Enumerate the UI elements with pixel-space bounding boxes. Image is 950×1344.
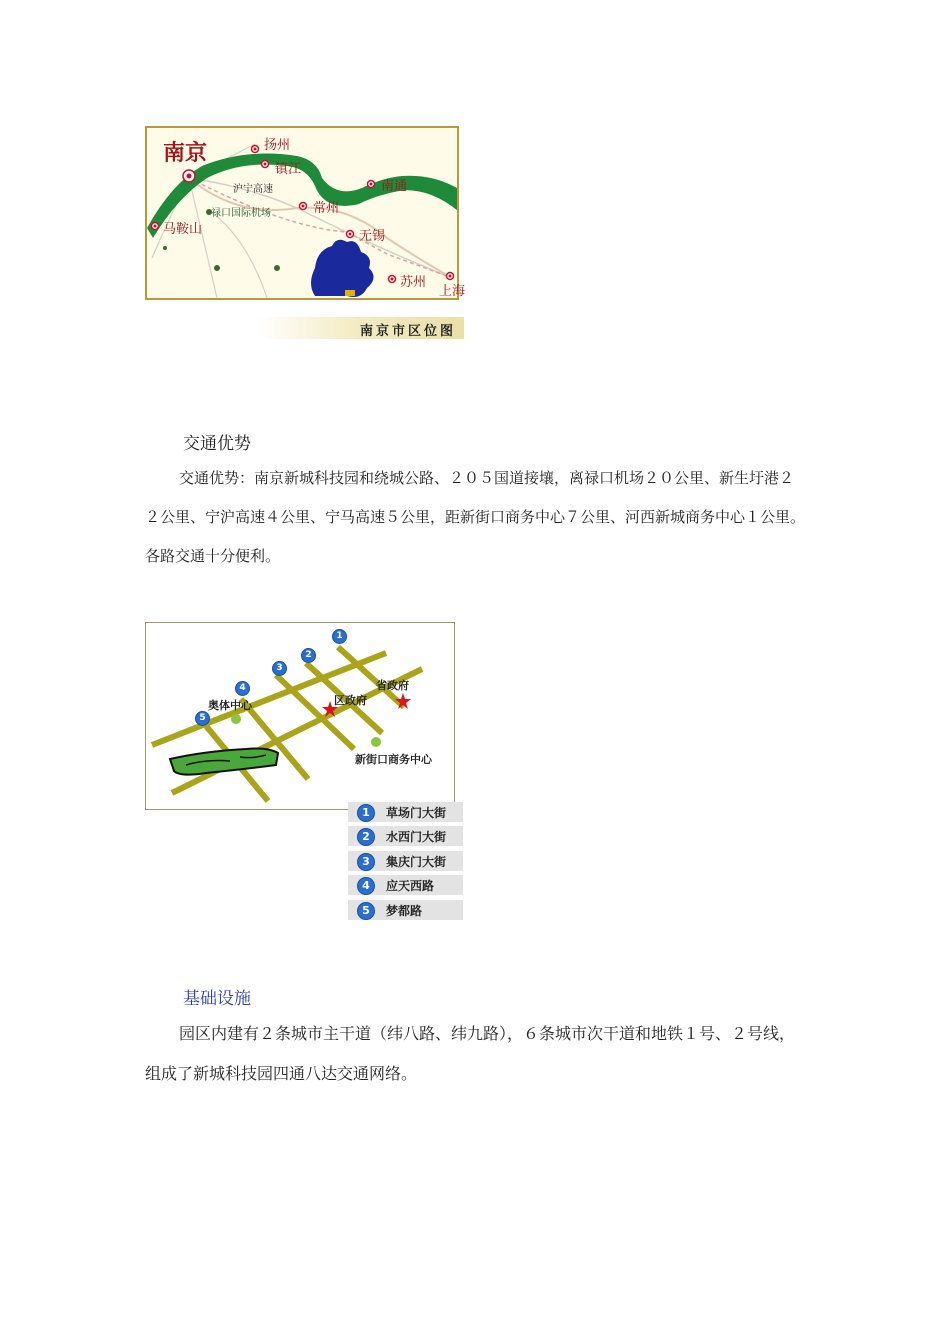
sports-center-label: 奥体中心 — [208, 699, 252, 712]
city-label-wuxi: 无锡 — [359, 229, 386, 244]
legend-label: 应天西路 — [386, 879, 435, 893]
district-gov-label: 区政府 — [334, 694, 367, 707]
xinjiekou-label: 新街口商务中心 — [355, 753, 432, 766]
road-badge-1: 1 — [332, 629, 347, 644]
legend-label: 草场门大街 — [386, 806, 447, 820]
city-label-suzhou: 苏州 — [400, 275, 427, 290]
infrastructure-paragraph: 园区内建有２条城市主干道（纬八路、纬九路），６条城市次干道和地铁１号、２号线，组成了新城科技园四通八达交通网络。 — [145, 1024, 796, 1083]
road-badge-5: 5 — [195, 711, 210, 726]
legend-item-4 — [348, 875, 463, 895]
city-label-maanshan: 马鞍山 — [163, 222, 203, 237]
legend-item-3 — [348, 851, 463, 871]
legend-number: 3 — [357, 853, 375, 871]
province-gov-label: 省政府 — [376, 679, 409, 692]
legend-label: 集庆门大街 — [386, 855, 447, 869]
city-label-nanjing: 南京 — [163, 141, 208, 166]
road-badge-2: 2 — [301, 648, 316, 663]
road-badge-3: 3 — [272, 661, 287, 676]
road-network-graphic — [146, 623, 454, 809]
map-caption — [258, 317, 464, 339]
map-caption-text: 南京市区位图 — [359, 324, 456, 339]
legend-number: 2 — [357, 828, 375, 846]
legend-label: 水西门大街 — [386, 830, 447, 844]
section-heading-infrastructure: 基础设施 — [183, 989, 251, 1009]
city-label-yangzhou: 扬州 — [264, 138, 291, 153]
legend-item-1 — [348, 802, 463, 822]
road-badge-4: 4 — [235, 681, 250, 696]
legend-label: 梦都路 — [386, 904, 423, 918]
section-heading-transport: 交通优势 — [183, 434, 251, 454]
legend-number: 1 — [357, 804, 375, 822]
city-label-shanghai: 上海 — [439, 284, 466, 299]
transport-paragraph: 交通优势：南京新城科技园和绕城公路、２０５国道接壤，离禄口机场２０公里、新生圩港２２公里、宁沪高速４公里、宁马高速５公里，距新街口商务中心７公里、河西新城商务中心１公里。各路交通十分便利。 — [145, 469, 806, 565]
legend-item-2 — [348, 826, 463, 846]
road-network-map — [145, 622, 455, 810]
city-label-changzhou: 常州 — [313, 201, 340, 216]
legend-item-5 — [348, 900, 463, 920]
airport-label: 禄口国际机场 — [211, 208, 271, 219]
legend-number: 5 — [357, 902, 375, 920]
city-label-zhenjiang: 镇江 — [275, 162, 302, 177]
city-label-nantong: 南通 — [381, 179, 408, 194]
legend-number: 4 — [357, 877, 375, 895]
expressway-label: 沪宁高速 — [233, 184, 273, 195]
nanjing-location-map — [145, 126, 466, 300]
